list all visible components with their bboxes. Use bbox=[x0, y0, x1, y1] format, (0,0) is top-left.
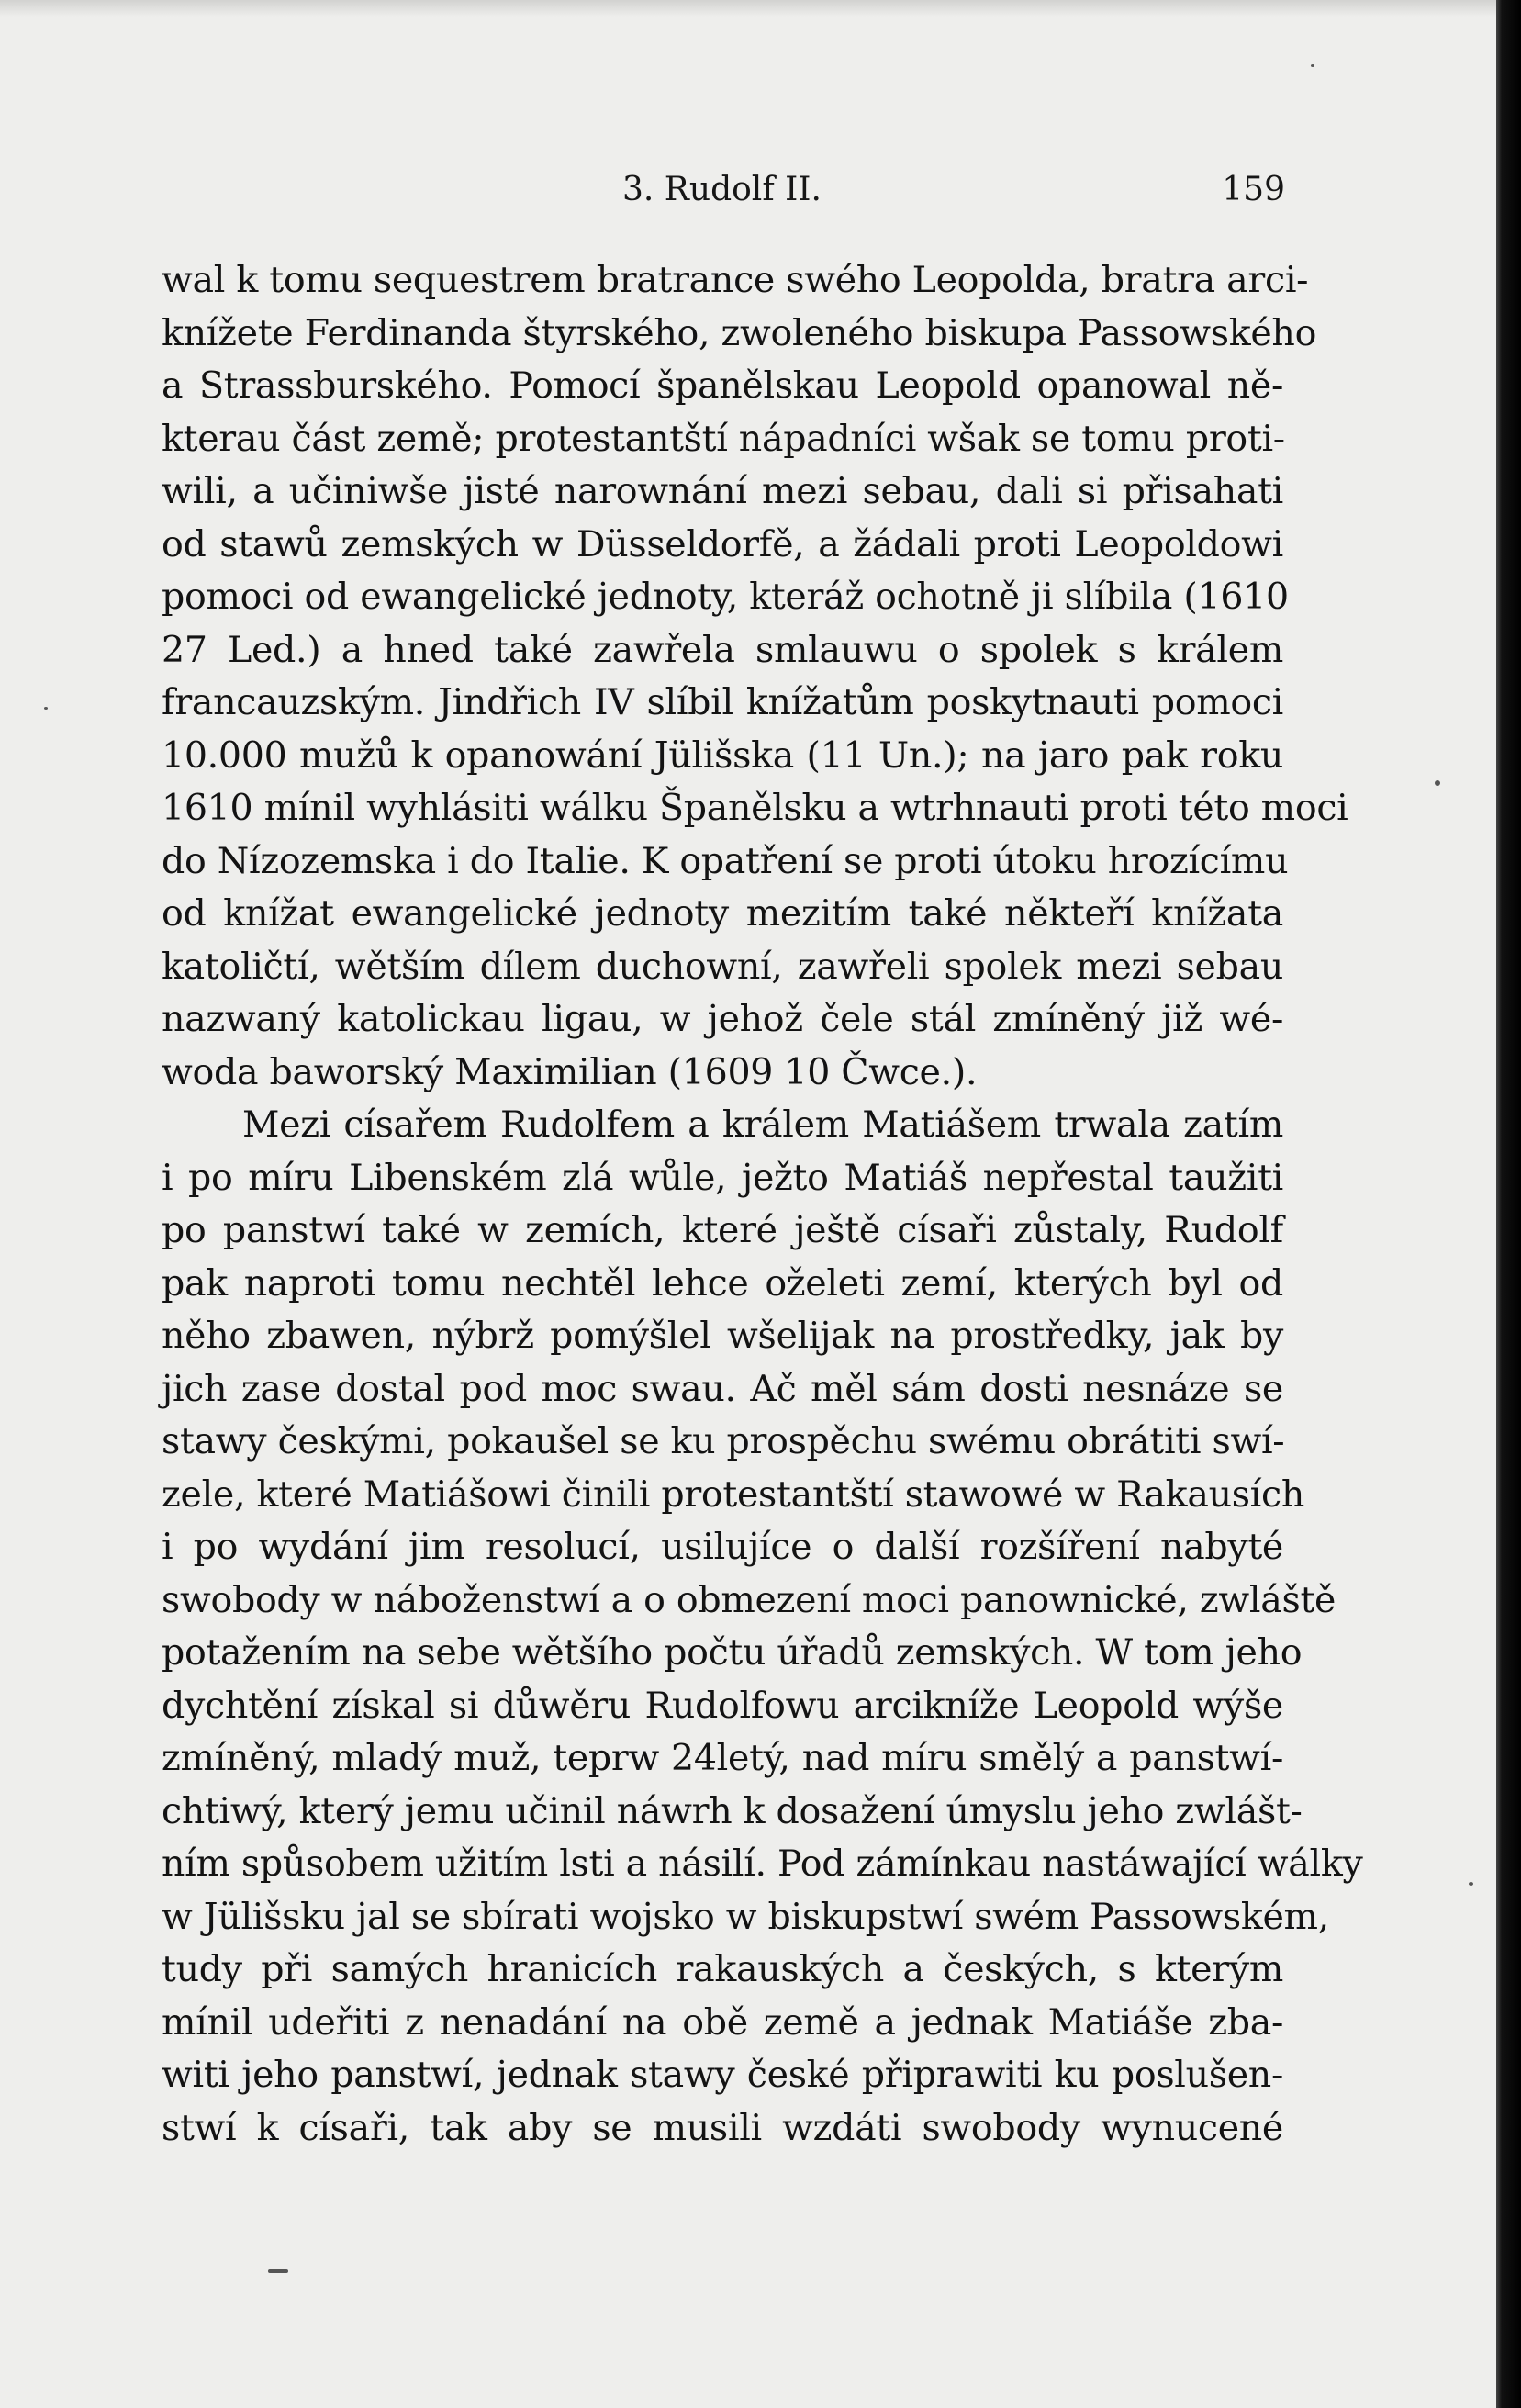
text-line: chtiwý, který jemu učinil náwrh k dosažení úmyslu jeho zwlášt- bbox=[162, 1789, 1303, 1832]
text-line: knížete Ferdinanda štyrského, zwoleného biskupa Passowského bbox=[162, 311, 1317, 354]
text-line: ním spůsobem užitím lsti a násilí. Pod zámínkau nastáwající wálky bbox=[162, 1842, 1363, 1885]
page-number: 159 bbox=[1222, 171, 1285, 208]
text-line: katoličtí, wětším dílem duchowní, zawřeli spolek mezi sebau bbox=[162, 945, 1283, 988]
text-line: potažením na sebe wětšího počtu úřadů zemských. W tom jeho bbox=[162, 1631, 1303, 1674]
text-line: dychtění získal si důwěru Rudolfowu arcikníže Leopold wýše bbox=[162, 1684, 1283, 1727]
text-line: francauzským. Jindřich IV slíbil knížatům poskytnauti pomoci bbox=[162, 681, 1283, 723]
text-line: w Jülišsku jal se sbírati wojsko w biskupstwí swém Passowském, bbox=[162, 1895, 1329, 1938]
text-line: po panstwí také w zemích, které ještě císaři zůstaly, Rudolf bbox=[162, 1209, 1283, 1251]
chapter-title: 3. Rudolf II. bbox=[622, 171, 822, 208]
text-line: swobody w náboženstwí a o obmezení moci panownické, zwláště bbox=[162, 1578, 1336, 1621]
text-line: zmíněný, mladý muž, teprw 24letý, nad míru smělý a panstwí- bbox=[162, 1737, 1283, 1779]
text-line: stawy českými, pokaušel se ku prospěchu swému obrátiti swí- bbox=[162, 1420, 1285, 1462]
text-line: kterau část země; protestantští nápadníci wšak se tomu proti- bbox=[162, 417, 1285, 460]
text-line: nazwaný katolickau ligau, w jehož čele stál zmíněný již wé- bbox=[162, 998, 1283, 1040]
scan-speck bbox=[1469, 1882, 1473, 1886]
body-text bbox=[162, 254, 1363, 2155]
text-line: i po míru Libenském zlá wůle, ježto Matiáš nepřestal taužiti bbox=[162, 1156, 1283, 1199]
scan-speck bbox=[268, 2269, 288, 2273]
text-line: zele, které Matiášowi činili protestantští stawowé w Rakausích bbox=[162, 1473, 1304, 1516]
text-line: tudy při samých hranicích rakauských a českých, s kterým bbox=[162, 1948, 1283, 1990]
text-line: a Strassburského. Pomocí španělskau Leopold opanowal ně- bbox=[162, 364, 1283, 407]
text-line: od knížat ewangelické jednoty mezitím také někteří knížata bbox=[162, 892, 1283, 935]
paragraph-end-line: woda baworský Maximilian (1609 10 Čwce.). bbox=[162, 1050, 978, 1093]
text-line: něho zbawen, nýbrž pomýšlel wšelijak na prostředky, jak by bbox=[162, 1315, 1283, 1357]
text-line: i po wydání jim resolucí, usilujíce o další rozšíření nabyté bbox=[162, 1526, 1283, 1568]
text-line: do Nízozemska i do Italie. K opatření se proti útoku hrozícímu bbox=[162, 839, 1289, 882]
text-line: stwí k císaři, tak aby se musili wzdáti swobody wynucené bbox=[162, 2106, 1283, 2149]
scan-speck bbox=[44, 707, 48, 710]
running-header bbox=[165, 165, 1285, 220]
paragraph-start-line: Mezi císařem Rudolfem a králem Matiášem trwala zatím bbox=[242, 1103, 1283, 1146]
text-line: pomoci od ewangelické jednoty, kteráž ochotně ji slíbila (1610 bbox=[162, 576, 1289, 618]
text-line: wili, a učiniwše jisté narownání mezi sebau, dali si přisahati bbox=[162, 470, 1283, 512]
text-line: pak naproti tomu nechtěl lehce oželeti zemí, kterých byl od bbox=[162, 1261, 1283, 1305]
scan-speck bbox=[1435, 780, 1440, 786]
scan-speck bbox=[1311, 64, 1314, 67]
text-line: jich zase dostal pod moc swau. Ač měl sám dosti nesnáze se bbox=[162, 1367, 1283, 1410]
text-line: od stawů zemských w Düsseldorfě, a žádali proti Leopoldowi bbox=[162, 522, 1283, 566]
text-line: 1610 mínil wyhlásiti wálku Španělsku a wtrhnauti proti této moci bbox=[162, 787, 1348, 829]
text-line: 27 Led.) a hned také zawřela smlauwu o spolek s králem bbox=[162, 628, 1283, 671]
page-top-edge bbox=[0, 0, 1496, 17]
text-line: wal k tomu sequestrem bratrance swého Leopolda, bratra arci- bbox=[162, 259, 1309, 301]
text-line: mínil udeřiti z nenadání na obě země a jednak Matiáše zba- bbox=[162, 2000, 1283, 2044]
text-line: witi jeho panstwí, jednak stawy české připrawiti ku poslušen- bbox=[162, 2054, 1283, 2096]
text-line: 10.000 mužů k opanowání Jülišska (11 Un.); na jaro pak roku bbox=[162, 734, 1283, 777]
scan-right-border bbox=[1496, 0, 1521, 2408]
